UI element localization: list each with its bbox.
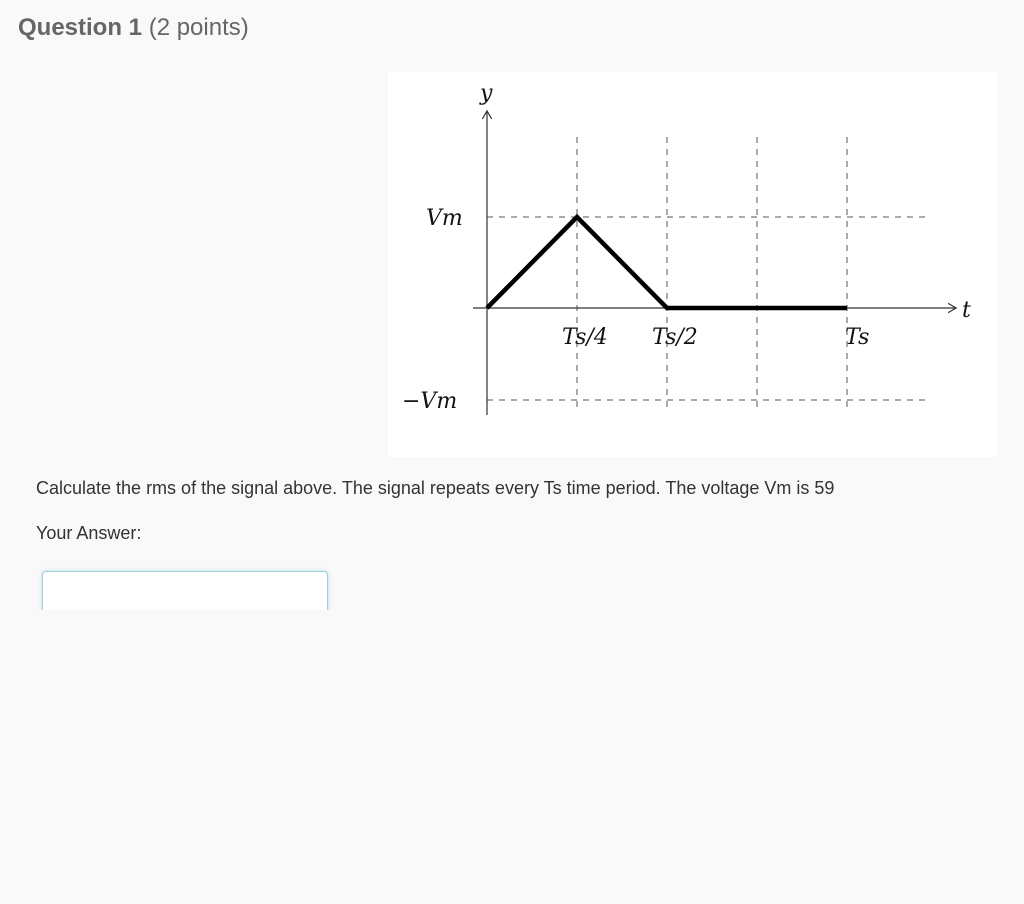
signal-figure [388, 72, 997, 457]
answer-label: Your Answer: [36, 523, 142, 543]
tick-label-ts4: Ts/4 [562, 325, 608, 350]
tick-label-ts: Ts [845, 325, 870, 350]
tick-label-ts2: Ts/2 [652, 325, 698, 350]
question-prompt: Calculate the rms of the signal above. The signal repeats every Ts time period. The voltage Vm is 59 [36, 478, 835, 498]
vm-label: Vm [426, 206, 463, 231]
neg-vm-label: −Vm [402, 389, 458, 414]
grid-lines [487, 137, 928, 407]
y-axis-label: y [480, 81, 493, 106]
page-background [0, 610, 1024, 904]
x-axis-label: t [962, 298, 971, 323]
question-points: (2 points) [148, 14, 249, 41]
question-title [18, 14, 249, 42]
question-number: Question 1 [18, 14, 143, 41]
signal-plot [388, 72, 997, 457]
